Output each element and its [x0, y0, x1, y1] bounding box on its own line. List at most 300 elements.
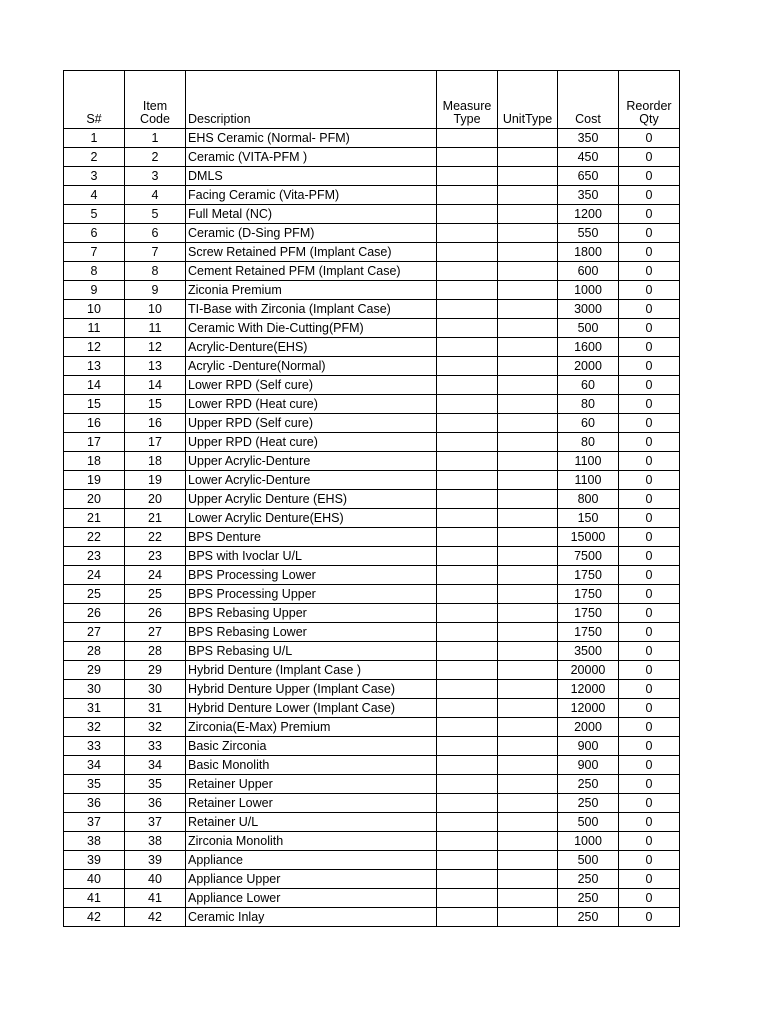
cell-cost: 1100	[558, 471, 619, 490]
cell-cost: 250	[558, 889, 619, 908]
cell-measure-type	[437, 414, 498, 433]
cell-reorder-qty: 0	[619, 205, 680, 224]
cell-unit-type	[498, 205, 558, 224]
cell-reorder-qty: 0	[619, 319, 680, 338]
cell-measure-type	[437, 851, 498, 870]
cell-reorder-qty: 0	[619, 433, 680, 452]
cell-reorder-qty: 0	[619, 718, 680, 737]
cell-description: Retainer Lower	[186, 794, 437, 813]
cell-sn: 8	[64, 262, 125, 281]
cell-measure-type	[437, 832, 498, 851]
table-row	[64, 338, 680, 357]
cell-reorder-qty: 0	[619, 908, 680, 927]
cell-unit-type	[498, 452, 558, 471]
table-row	[64, 832, 680, 851]
cell-unit-type	[498, 775, 558, 794]
cell-reorder-qty: 0	[619, 661, 680, 680]
table-row	[64, 566, 680, 585]
cell-item-code: 16	[125, 414, 186, 433]
cell-unit-type	[498, 851, 558, 870]
cell-description: BPS Processing Lower	[186, 566, 437, 585]
cell-sn: 14	[64, 376, 125, 395]
cell-unit-type	[498, 794, 558, 813]
table-row	[64, 414, 680, 433]
cell-measure-type	[437, 756, 498, 775]
cell-cost: 150	[558, 509, 619, 528]
cell-cost: 1800	[558, 243, 619, 262]
cell-sn: 29	[64, 661, 125, 680]
cell-measure-type	[437, 471, 498, 490]
cell-sn: 24	[64, 566, 125, 585]
table-row	[64, 623, 680, 642]
cell-unit-type	[498, 395, 558, 414]
cell-reorder-qty: 0	[619, 889, 680, 908]
cell-unit-type	[498, 243, 558, 262]
cell-description: EHS Ceramic (Normal- PFM)	[186, 129, 437, 148]
cell-cost: 500	[558, 851, 619, 870]
cell-unit-type	[498, 547, 558, 566]
cell-reorder-qty: 0	[619, 300, 680, 319]
cell-measure-type	[437, 262, 498, 281]
cell-unit-type	[498, 414, 558, 433]
cell-sn: 3	[64, 167, 125, 186]
table-row	[64, 737, 680, 756]
cell-measure-type	[437, 395, 498, 414]
cell-cost: 900	[558, 756, 619, 775]
cell-unit-type	[498, 756, 558, 775]
cell-measure-type	[437, 490, 498, 509]
cell-description: Hybrid Denture Lower (Implant Case)	[186, 699, 437, 718]
cell-description: Appliance Lower	[186, 889, 437, 908]
cell-description: Ceramic With Die-Cutting(PFM)	[186, 319, 437, 338]
cell-measure-type	[437, 737, 498, 756]
cell-unit-type	[498, 661, 558, 680]
cell-unit-type	[498, 433, 558, 452]
table-row	[64, 224, 680, 243]
cell-measure-type	[437, 699, 498, 718]
cell-sn: 4	[64, 186, 125, 205]
cell-unit-type	[498, 604, 558, 623]
cell-sn: 20	[64, 490, 125, 509]
cell-unit-type	[498, 832, 558, 851]
cell-item-code: 30	[125, 680, 186, 699]
cell-measure-type	[437, 642, 498, 661]
cell-reorder-qty: 0	[619, 262, 680, 281]
cell-description: Basic Monolith	[186, 756, 437, 775]
cell-reorder-qty: 0	[619, 813, 680, 832]
cell-measure-type	[437, 794, 498, 813]
table-row	[64, 604, 680, 623]
cell-reorder-qty: 0	[619, 414, 680, 433]
cell-item-code: 26	[125, 604, 186, 623]
cell-unit-type	[498, 357, 558, 376]
cell-description: Cement Retained PFM (Implant Case)	[186, 262, 437, 281]
cell-cost: 2000	[558, 718, 619, 737]
cell-cost: 800	[558, 490, 619, 509]
cell-unit-type	[498, 566, 558, 585]
cell-unit-type	[498, 699, 558, 718]
cell-item-code: 18	[125, 452, 186, 471]
cell-item-code: 36	[125, 794, 186, 813]
cell-item-code: 1	[125, 129, 186, 148]
cell-reorder-qty: 0	[619, 129, 680, 148]
table-row	[64, 281, 680, 300]
cell-reorder-qty: 0	[619, 376, 680, 395]
cell-sn: 37	[64, 813, 125, 832]
cell-reorder-qty: 0	[619, 281, 680, 300]
table-row	[64, 756, 680, 775]
cell-sn: 34	[64, 756, 125, 775]
header-measure-type: MeasureType	[437, 71, 498, 129]
cell-reorder-qty: 0	[619, 547, 680, 566]
table-row	[64, 794, 680, 813]
cell-item-code: 22	[125, 528, 186, 547]
cell-reorder-qty: 0	[619, 756, 680, 775]
cell-item-code: 40	[125, 870, 186, 889]
cell-item-code: 42	[125, 908, 186, 927]
cell-description: Full Metal (NC)	[186, 205, 437, 224]
cell-cost: 250	[558, 775, 619, 794]
cell-description: Upper Acrylic Denture (EHS)	[186, 490, 437, 509]
cell-reorder-qty: 0	[619, 604, 680, 623]
cell-item-code: 14	[125, 376, 186, 395]
cell-description: Basic Zirconia	[186, 737, 437, 756]
cell-cost: 1750	[558, 566, 619, 585]
cell-cost: 60	[558, 414, 619, 433]
cell-measure-type	[437, 547, 498, 566]
cell-unit-type	[498, 585, 558, 604]
cell-sn: 38	[64, 832, 125, 851]
cell-unit-type	[498, 889, 558, 908]
cell-measure-type	[437, 908, 498, 927]
cell-unit-type	[498, 490, 558, 509]
table-row	[64, 129, 680, 148]
cell-reorder-qty: 0	[619, 737, 680, 756]
cell-measure-type	[437, 889, 498, 908]
cell-description: BPS Denture	[186, 528, 437, 547]
cell-description: Ceramic (D-Sing PFM)	[186, 224, 437, 243]
cell-cost: 350	[558, 186, 619, 205]
cell-sn: 7	[64, 243, 125, 262]
cell-description: Upper Acrylic-Denture	[186, 452, 437, 471]
cell-cost: 1750	[558, 623, 619, 642]
cell-item-code: 24	[125, 566, 186, 585]
table-row	[64, 376, 680, 395]
cell-item-code: 38	[125, 832, 186, 851]
table-row	[64, 870, 680, 889]
cell-description: Appliance	[186, 851, 437, 870]
cell-measure-type	[437, 338, 498, 357]
table-row	[64, 300, 680, 319]
cell-description: BPS Processing Upper	[186, 585, 437, 604]
cell-description: Lower Acrylic-Denture	[186, 471, 437, 490]
cell-sn: 36	[64, 794, 125, 813]
cell-item-code: 7	[125, 243, 186, 262]
cell-cost: 2000	[558, 357, 619, 376]
table-row	[64, 148, 680, 167]
cell-measure-type	[437, 319, 498, 338]
cell-sn: 35	[64, 775, 125, 794]
cell-item-code: 25	[125, 585, 186, 604]
cell-description: Acrylic -Denture(Normal)	[186, 357, 437, 376]
cell-item-code: 39	[125, 851, 186, 870]
cell-description: BPS with Ivoclar U/L	[186, 547, 437, 566]
cell-reorder-qty: 0	[619, 452, 680, 471]
cell-cost: 650	[558, 167, 619, 186]
cell-unit-type	[498, 642, 558, 661]
table-row	[64, 186, 680, 205]
header-unit-type: UnitType	[498, 71, 558, 129]
cell-item-code: 15	[125, 395, 186, 414]
table-row	[64, 509, 680, 528]
cell-item-code: 6	[125, 224, 186, 243]
cell-cost: 600	[558, 262, 619, 281]
cell-description: Acrylic-Denture(EHS)	[186, 338, 437, 357]
cell-reorder-qty: 0	[619, 870, 680, 889]
table-row	[64, 243, 680, 262]
cell-sn: 33	[64, 737, 125, 756]
cell-reorder-qty: 0	[619, 243, 680, 262]
cell-item-code: 23	[125, 547, 186, 566]
cell-unit-type	[498, 319, 558, 338]
cell-unit-type	[498, 813, 558, 832]
cell-description: BPS Rebasing Lower	[186, 623, 437, 642]
cell-measure-type	[437, 680, 498, 699]
cell-description: Zirconia Monolith	[186, 832, 437, 851]
cell-measure-type	[437, 357, 498, 376]
cell-reorder-qty: 0	[619, 471, 680, 490]
cell-description: BPS Rebasing U/L	[186, 642, 437, 661]
cell-reorder-qty: 0	[619, 186, 680, 205]
cell-unit-type	[498, 680, 558, 699]
cell-description: Ziconia Premium	[186, 281, 437, 300]
cell-item-code: 21	[125, 509, 186, 528]
cell-sn: 32	[64, 718, 125, 737]
table-row	[64, 205, 680, 224]
cell-unit-type	[498, 300, 558, 319]
cell-cost: 12000	[558, 699, 619, 718]
table-row	[64, 262, 680, 281]
header-cost: Cost	[558, 71, 619, 129]
cell-cost: 250	[558, 908, 619, 927]
cell-measure-type	[437, 528, 498, 547]
cell-reorder-qty: 0	[619, 775, 680, 794]
cell-sn: 25	[64, 585, 125, 604]
cell-unit-type	[498, 623, 558, 642]
table-row	[64, 471, 680, 490]
table-row	[64, 319, 680, 338]
cell-description: Upper RPD (Heat cure)	[186, 433, 437, 452]
cell-sn: 31	[64, 699, 125, 718]
cell-reorder-qty: 0	[619, 699, 680, 718]
header-row	[64, 71, 680, 129]
cell-description: TI-Base with Zirconia (Implant Case)	[186, 300, 437, 319]
cell-item-code: 28	[125, 642, 186, 661]
cell-unit-type	[498, 908, 558, 927]
cell-description: Lower RPD (Heat cure)	[186, 395, 437, 414]
cell-item-code: 32	[125, 718, 186, 737]
cell-item-code: 9	[125, 281, 186, 300]
header-reorder-qty: Reorder Qty	[619, 71, 680, 129]
cell-sn: 41	[64, 889, 125, 908]
cell-cost: 1000	[558, 281, 619, 300]
cell-unit-type	[498, 262, 558, 281]
cell-reorder-qty: 0	[619, 832, 680, 851]
cell-sn: 23	[64, 547, 125, 566]
cell-reorder-qty: 0	[619, 642, 680, 661]
cell-unit-type	[498, 737, 558, 756]
cell-item-code: 11	[125, 319, 186, 338]
cell-measure-type	[437, 585, 498, 604]
cell-sn: 22	[64, 528, 125, 547]
cell-measure-type	[437, 509, 498, 528]
cell-reorder-qty: 0	[619, 167, 680, 186]
cell-reorder-qty: 0	[619, 338, 680, 357]
cell-sn: 28	[64, 642, 125, 661]
cell-cost: 1600	[558, 338, 619, 357]
cell-cost: 3500	[558, 642, 619, 661]
cell-description: Ceramic (VITA-PFM )	[186, 148, 437, 167]
cell-measure-type	[437, 566, 498, 585]
cell-unit-type	[498, 509, 558, 528]
cell-cost: 500	[558, 319, 619, 338]
cell-sn: 6	[64, 224, 125, 243]
cell-measure-type	[437, 148, 498, 167]
cell-reorder-qty: 0	[619, 490, 680, 509]
cell-measure-type	[437, 813, 498, 832]
cell-measure-type	[437, 376, 498, 395]
cell-item-code: 2	[125, 148, 186, 167]
cell-unit-type	[498, 870, 558, 889]
cell-item-code: 17	[125, 433, 186, 452]
cell-measure-type	[437, 167, 498, 186]
cell-cost: 20000	[558, 661, 619, 680]
cell-cost: 1750	[558, 604, 619, 623]
cell-cost: 1000	[558, 832, 619, 851]
cell-sn: 1	[64, 129, 125, 148]
cell-sn: 10	[64, 300, 125, 319]
cell-item-code: 27	[125, 623, 186, 642]
cell-cost: 550	[558, 224, 619, 243]
cell-description: Retainer U/L	[186, 813, 437, 832]
cell-cost: 7500	[558, 547, 619, 566]
cell-sn: 26	[64, 604, 125, 623]
cell-description: Appliance Upper	[186, 870, 437, 889]
table-row	[64, 433, 680, 452]
cell-item-code: 3	[125, 167, 186, 186]
table-header	[64, 71, 680, 129]
cell-cost: 12000	[558, 680, 619, 699]
cell-item-code: 19	[125, 471, 186, 490]
table-row	[64, 813, 680, 832]
table-row	[64, 851, 680, 870]
cell-item-code: 34	[125, 756, 186, 775]
cell-description: Hybrid Denture Upper (Implant Case)	[186, 680, 437, 699]
cell-description: Zirconia(E-Max) Premium	[186, 718, 437, 737]
cell-item-code: 12	[125, 338, 186, 357]
cell-sn: 13	[64, 357, 125, 376]
cell-reorder-qty: 0	[619, 566, 680, 585]
cell-item-code: 31	[125, 699, 186, 718]
cell-sn: 12	[64, 338, 125, 357]
cell-reorder-qty: 0	[619, 680, 680, 699]
table-row	[64, 585, 680, 604]
table-row	[64, 661, 680, 680]
cell-reorder-qty: 0	[619, 585, 680, 604]
table-row	[64, 642, 680, 661]
cell-measure-type	[437, 281, 498, 300]
cell-sn: 40	[64, 870, 125, 889]
cell-sn: 2	[64, 148, 125, 167]
cell-measure-type	[437, 129, 498, 148]
cell-measure-type	[437, 718, 498, 737]
cell-item-code: 41	[125, 889, 186, 908]
cell-item-code: 13	[125, 357, 186, 376]
cell-unit-type	[498, 148, 558, 167]
table-row	[64, 775, 680, 794]
cell-item-code: 37	[125, 813, 186, 832]
cell-sn: 9	[64, 281, 125, 300]
cell-unit-type	[498, 186, 558, 205]
cell-description: Retainer Upper	[186, 775, 437, 794]
cell-description: Hybrid Denture (Implant Case )	[186, 661, 437, 680]
cell-reorder-qty: 0	[619, 851, 680, 870]
cell-sn: 39	[64, 851, 125, 870]
table-row	[64, 395, 680, 414]
cell-cost: 80	[558, 395, 619, 414]
cell-item-code: 29	[125, 661, 186, 680]
cell-measure-type	[437, 452, 498, 471]
cell-reorder-qty: 0	[619, 148, 680, 167]
cell-cost: 60	[558, 376, 619, 395]
item-cost-table	[63, 70, 680, 927]
cell-description: Screw Retained PFM (Implant Case)	[186, 243, 437, 262]
cell-cost: 900	[558, 737, 619, 756]
cell-description: Lower Acrylic Denture(EHS)	[186, 509, 437, 528]
cell-description: Facing Ceramic (Vita-PFM)	[186, 186, 437, 205]
cell-unit-type	[498, 129, 558, 148]
cell-unit-type	[498, 338, 558, 357]
table-row	[64, 889, 680, 908]
header-sn: S#	[64, 71, 125, 129]
cell-sn: 21	[64, 509, 125, 528]
cell-item-code: 5	[125, 205, 186, 224]
cell-description: Upper RPD (Self cure)	[186, 414, 437, 433]
cell-measure-type	[437, 205, 498, 224]
cell-cost: 1750	[558, 585, 619, 604]
table-row	[64, 490, 680, 509]
cell-reorder-qty: 0	[619, 224, 680, 243]
cell-description: DMLS	[186, 167, 437, 186]
cell-item-code: 10	[125, 300, 186, 319]
cell-measure-type	[437, 433, 498, 452]
cell-reorder-qty: 0	[619, 623, 680, 642]
cell-sn: 17	[64, 433, 125, 452]
table-row	[64, 680, 680, 699]
cell-unit-type	[498, 471, 558, 490]
cell-reorder-qty: 0	[619, 528, 680, 547]
cell-cost: 250	[558, 794, 619, 813]
cell-reorder-qty: 0	[619, 509, 680, 528]
table-row	[64, 528, 680, 547]
cell-cost: 80	[558, 433, 619, 452]
cell-sn: 42	[64, 908, 125, 927]
cell-sn: 30	[64, 680, 125, 699]
header-item-code: Item Code	[125, 71, 186, 129]
cell-sn: 15	[64, 395, 125, 414]
cell-cost: 3000	[558, 300, 619, 319]
cell-item-code: 4	[125, 186, 186, 205]
